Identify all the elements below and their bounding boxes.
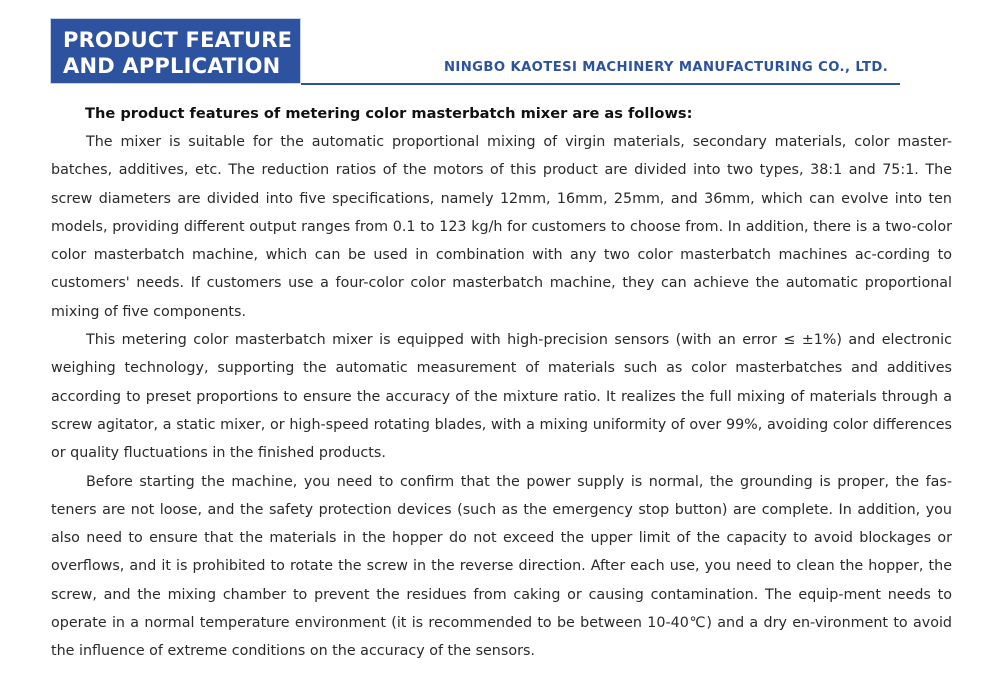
paragraph-precision: This metering color masterbatch mixer is equipped with high-precision sensors (with an error ≤ ±1%) and electronic weighing technology, supporting the automatic measurement of materials such as color masterbatches and additives according to preset proportions to ensure the accuracy of the mixture ratio. It realizes the full mixing of materials through a screw agitator, a static mixer, or high-speed rotating blades, with a mixing uniformity of over 99%, avoiding color differences or quality fluctuations in the finished products. <box>51 332 952 462</box>
features-lead-heading: The product features of metering color masterbatch mixer are as follows: <box>85 105 693 122</box>
section-title-line-2: AND APPLICATION <box>63 54 281 78</box>
section-title-line-1: PRODUCT FEATURE <box>63 28 293 52</box>
company-name: NINGBO KAOTESI MACHINERY MANUFACTURING CO., LTD. <box>444 60 889 75</box>
feature-content <box>51 100 952 666</box>
section-title-box <box>50 18 301 84</box>
header-divider <box>301 83 900 85</box>
paragraph-overview: The mixer is suitable for the automatic proportional mixing of virgin materials, secondary materials, color master-batches, additives, etc. The reduction ratios of the motors of this product are divided into two types, 38:1 and 75:1. The screw diameters are divided into five specifications, namely 12mm, 16mm, 25mm, and 36mm, which can evolve into ten models, providing different output ranges from 0.1 to 123 kg/h for customers to choose from. In addition, there is a two-color color masterbatch machine, which can be used in combination with any two color masterbatch machines ac-cording to customers' needs. If customers use a four-color color masterbatch machine, they can achieve the automatic proportional mixing of five components. <box>51 134 952 320</box>
paragraph-operation-notes: Before starting the machine, you need to confirm that the power supply is normal, the grounding is proper, the fas-teners are not loose, and the safety protection devices (such as the emergency stop button) are complete. In addition, you also need to ensure that the materials in the hopper do not exceed the upper limit of the capacity to avoid blockages or overflows, and it is prohibited to rotate the screw in the reverse direction. After each use, you need to clean the hopper, the screw, and the mixing chamber to prevent the residues from caking or causing contamination. The equip-ment needs to operate in a normal temperature environment (it is recommended to be between 10-40℃) and a dry en-vironment to avoid the influence of extreme conditions on the accuracy of the sensors. <box>51 473 952 660</box>
